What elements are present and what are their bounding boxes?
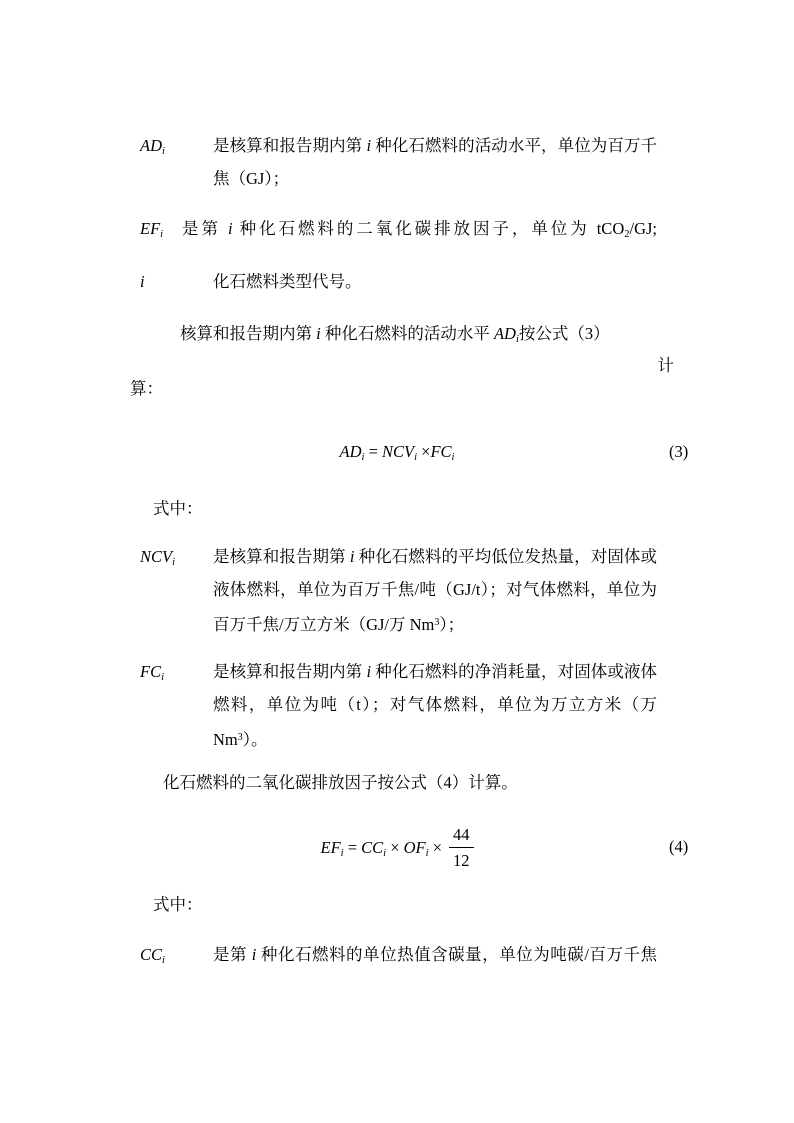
definition-item-ncvi — [130, 540, 690, 641]
paragraph-formula3-intro-line2: 计 — [657, 356, 674, 375]
paragraph-formula3-intro-line3: 算： — [130, 379, 163, 398]
variable-i: i — [140, 272, 145, 291]
fraction-numerator: 44 — [449, 823, 474, 848]
where-label-1: 式中： — [153, 499, 203, 518]
definition-item-efi — [130, 212, 690, 251]
paragraph-formula3-intro-line1: 核算和报告期内第 i 种化石燃料的活动水平 ADi按公式（3） — [180, 324, 610, 345]
formula-4-number: (4) — [669, 837, 689, 856]
definition-cci-text: 是第 i 种化石燃料的单位热值含碳量，单位为吨碳/百万千焦 — [213, 945, 657, 964]
definition-item-adi — [130, 129, 690, 195]
formula-3-expression: ADi = NCVi ×FCi — [339, 442, 455, 463]
formula-3-number: (3) — [669, 442, 689, 461]
definition-fci-text: 是核算和报告期内第 i 种化石燃料的净消耗量，对固体或液体燃料，单位为吨（t）；对气体燃料，单位为万立方米（万 Nm$^3$）。 — [213, 662, 658, 749]
definition-item-cci — [130, 938, 690, 971]
where-label-2: 式中： — [153, 895, 203, 914]
paragraph-formula4-intro: 化石燃料的二氧化碳排放因子按公式（4）计算。 — [163, 773, 518, 792]
variable-ncvi: NCVi — [140, 547, 176, 568]
formula-4-fraction — [449, 823, 474, 873]
fraction-denominator: 12 — [453, 851, 470, 870]
definition-adi-text: 是核算和报告期内第 i 种化石燃料的活动水平，单位为百万千焦（GJ）； — [213, 136, 658, 188]
definition-ncvi-text: 是核算和报告期第 i 种化石燃料的平均低位发热量，对固体或液体燃料，单位为百万千焦/吨（GJ/t）；对气体燃料，单位为百万千焦/万立方米（GJ/万 Nm$^3$）； — [213, 547, 658, 634]
variable-fci: FCi — [140, 662, 165, 683]
definition-item-i — [130, 265, 690, 298]
definition-efi-text: 是第 i 种化石燃料的二氧化碳排放因子，单位为 tCO2/GJ; — [182, 219, 657, 240]
variable-adi: ADi — [140, 136, 165, 157]
definition-i-text: 化石燃料类型代号。 — [213, 272, 362, 291]
variable-cci: CCi — [140, 945, 165, 966]
definition-item-fci — [130, 655, 690, 756]
formula-4-expression: EFi = CCi × OFi × — [320, 837, 442, 859]
variable-efi: EFi — [140, 219, 164, 240]
